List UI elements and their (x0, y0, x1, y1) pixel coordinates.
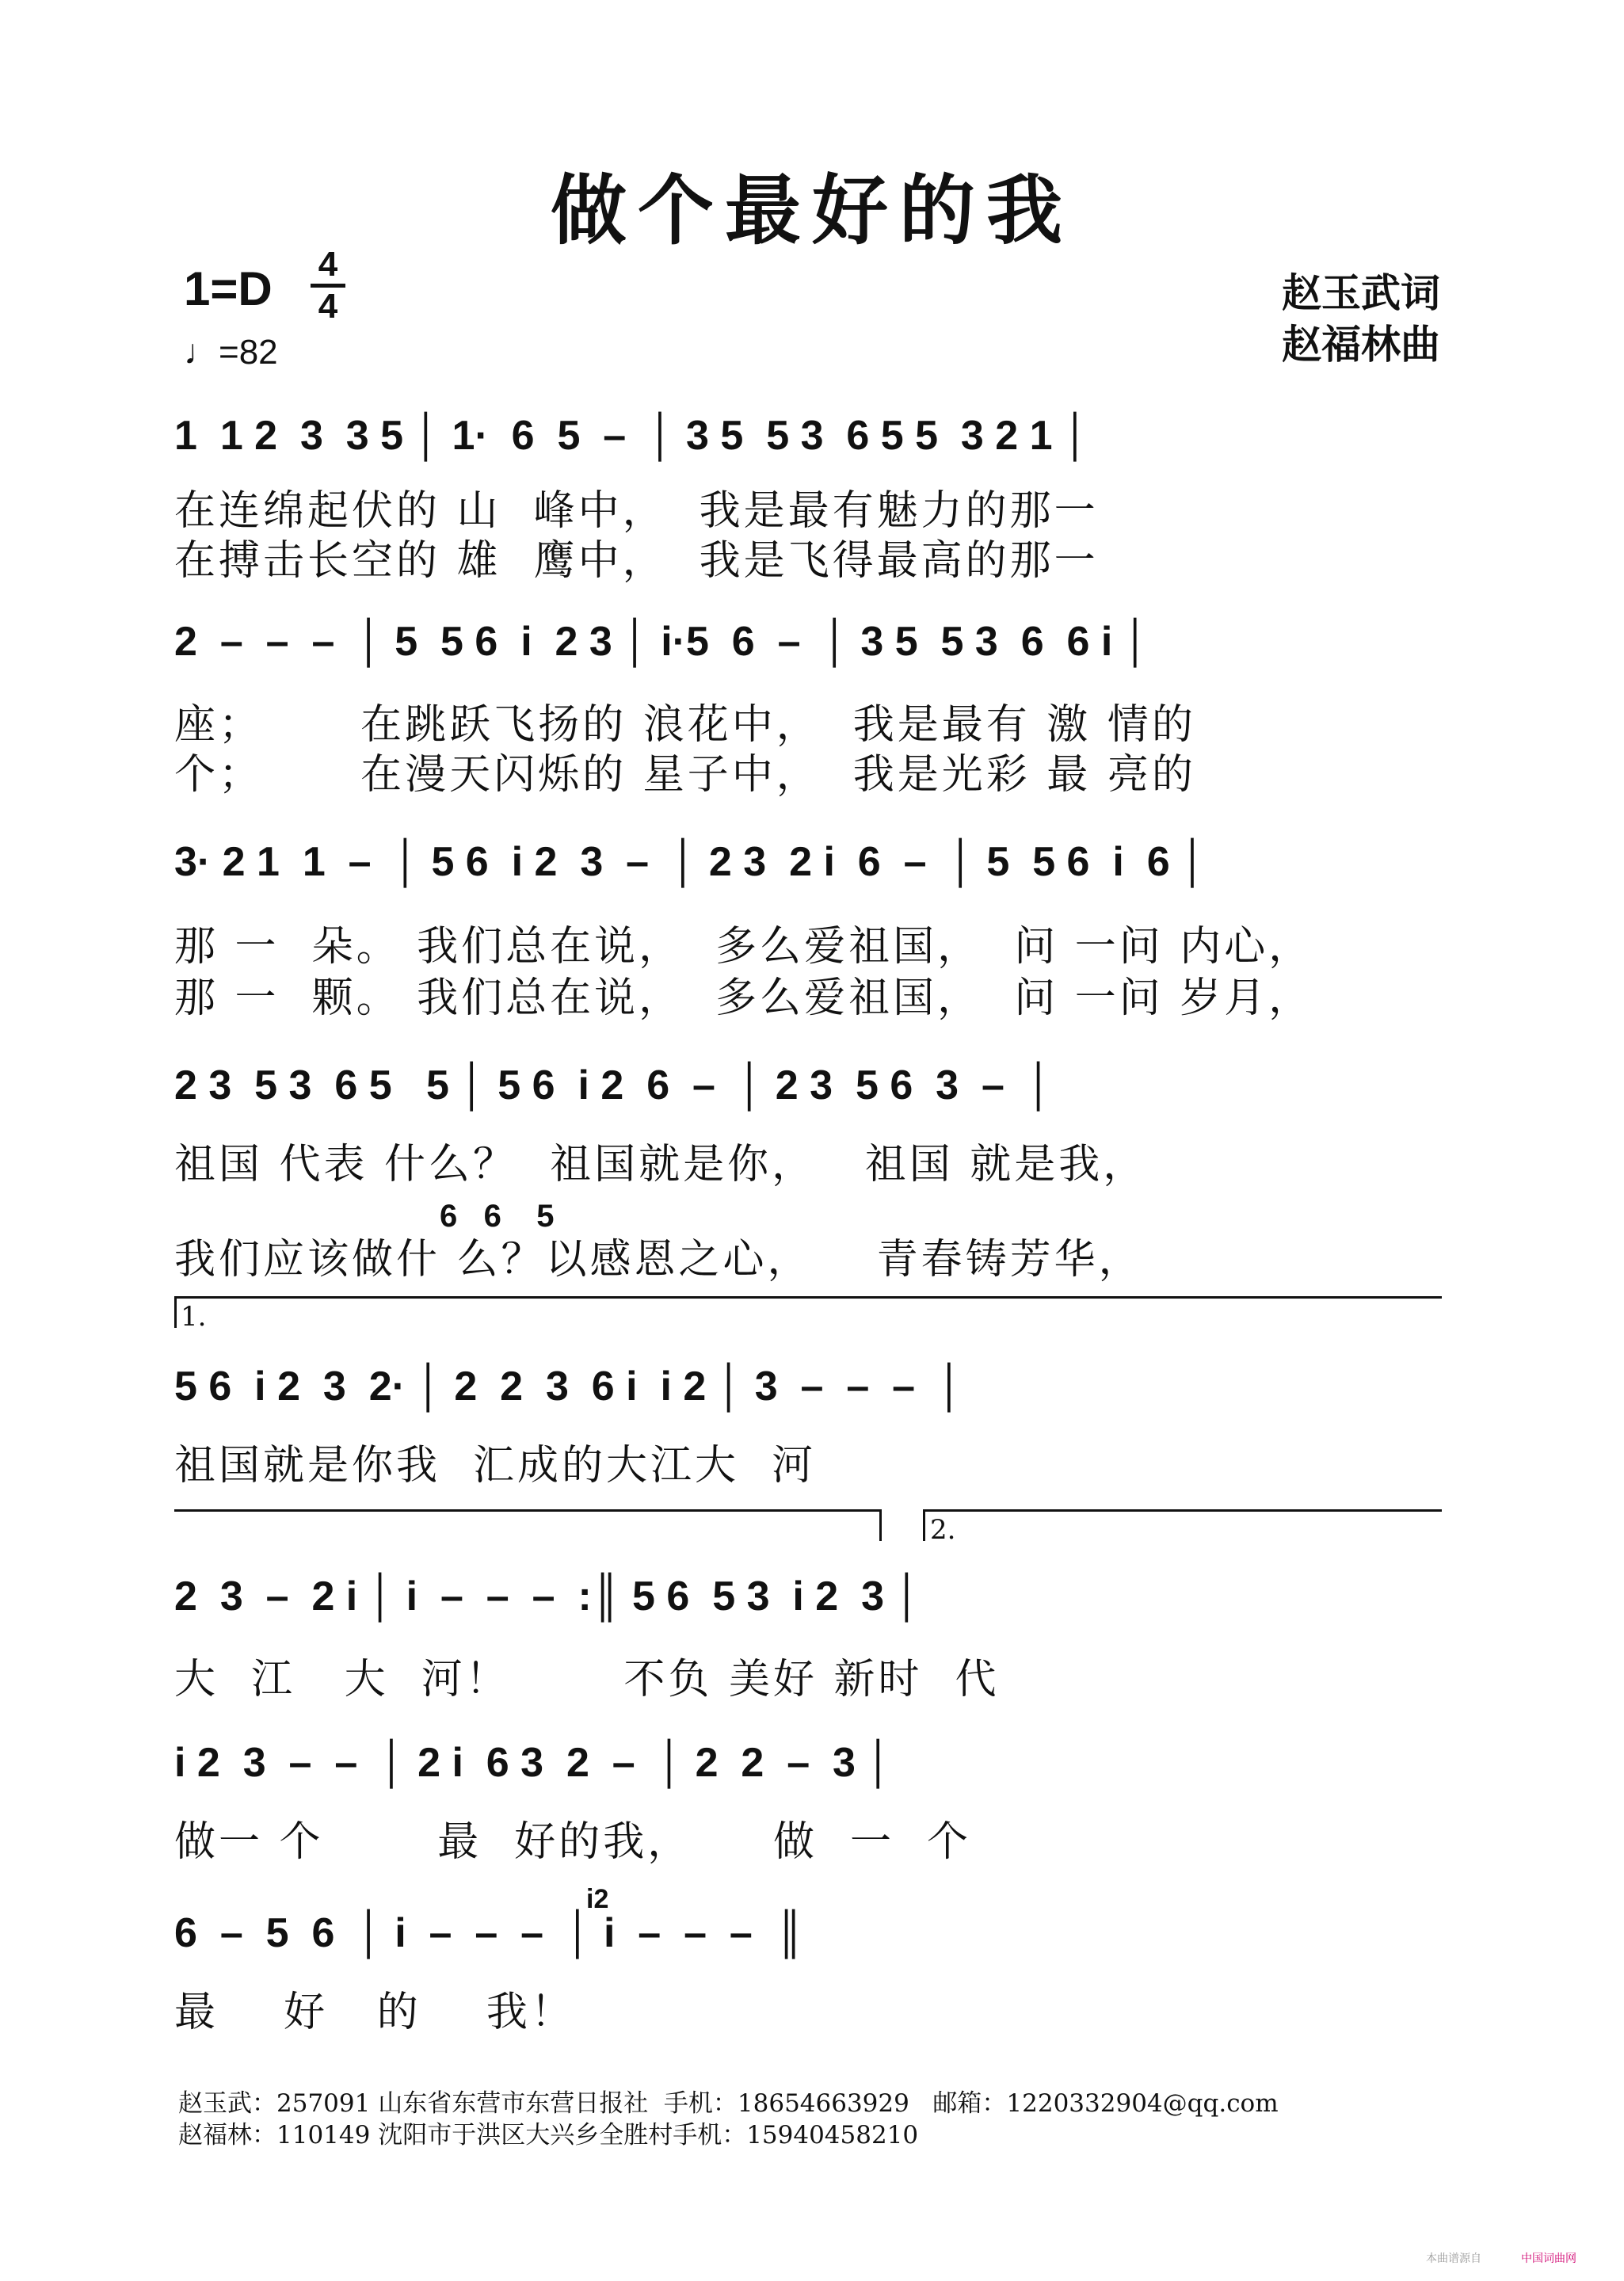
composer-credit: 赵福林曲 (1282, 321, 1440, 368)
lyric-line-1-verse-1: 在连绵起伏的 山 峰中， 我是最有魅力的那一 (174, 487, 1099, 535)
volta-1-label: 1. (181, 1301, 207, 1333)
volta-1-end-tick (879, 1509, 882, 1541)
volta-1-bracket (174, 1296, 1442, 1299)
footer-contact-composer: 赵福林：110149 沈阳市于洪区大兴乡全胜村手机：15940458210 (178, 2121, 919, 2149)
volta-2-label: 2. (930, 1514, 956, 1546)
source-note: 本曲谱源自 (1426, 2252, 1481, 2264)
tempo-marking: ♩=82 (184, 333, 278, 372)
notation-line-3: 3· 2 1 1 – │ 5 6 i 2 3 – │ 2 3 2 i 6 – │ 5 5 6 i 6 │ (174, 839, 1207, 885)
lyric-line-4: 祖国 代表 什么？ 祖国就是你， 祖国 就是我， (174, 1141, 1148, 1188)
page-title: 做个最好的我 (551, 166, 1073, 255)
lyric-line-9: 最 好 的 我！ (174, 1989, 575, 2036)
meter-top: 4 (318, 245, 338, 284)
meter-bottom: 4 (318, 287, 338, 326)
lyric-line-8: 做一 个 最 好的我， 做 一 个 (174, 1818, 972, 1866)
notation-line-8: i 2 3 – – │ 2 i 6 3 2 – │ 2 2 – 3 │ (174, 1740, 893, 1786)
volta-2-bracket (923, 1509, 1442, 1512)
notation-line-1: 1 1 2 3 3 5 │ 1· 6 5 – │ 3 5 5 3 6 5 5 3 2 1 │ (174, 413, 1090, 459)
lyric-line-2-verse-1: 座； 在跳跃飞扬的 浪花中， 我是最有 激 情的 (174, 701, 1196, 749)
lyric-line-2-verse-2: 个； 在漫天闪烁的 星子中， 我是光彩 最 亮的 (174, 751, 1196, 799)
notation-line-4: 2 3 5 3 6 5 5 │ 5 6 i 2 6 – │ 2 3 5 6 3 – │ (174, 1062, 1054, 1108)
alternate-notes: 6 6 5 (440, 1199, 555, 1234)
lyric-line-5: 我们应该做什 么？以感恩之心， 青春铸芳华， (174, 1236, 1143, 1284)
lyric-line-7: 大 江 大 河！ 不负 美好 新时 代 (174, 1656, 1000, 1703)
volta-1-end-bracket (174, 1509, 879, 1512)
notation-line-7: 2 3 – 2 i │ i – – – :║ 5 6 5 3 i 2 3 │ (174, 1573, 921, 1619)
volta-1-left-tick (174, 1296, 177, 1328)
notation-line-9: 6 – 5 6 │ i – – – │ i – – – ║ (174, 1910, 805, 1956)
volta-2-left-tick (923, 1509, 925, 1541)
lyric-line-1-verse-2: 在搏击长空的 雄 鹰中， 我是飞得最高的那一 (174, 537, 1099, 585)
source-site-logo: 中国词曲网 (1521, 2252, 1576, 2264)
lyric-line-3-verse-2: 那 一 颗。 我们总在说， 多么爱祖国， 问 一问 岁月， (174, 975, 1313, 1022)
time-signature (311, 247, 345, 324)
notation-line-6: 5 6 i 2 3 2· │ 2 2 3 6 i i 2 │ 3 – – – │ (174, 1364, 964, 1409)
grace-notes: i2 (586, 1884, 609, 1914)
notation-line-2: 2 – – – │ 5 5 6 i 2 3 │ i·5 6 – │ 3 5 5 3 6 6 i │ (174, 619, 1150, 665)
lyricist-credit: 赵玉武词 (1282, 269, 1440, 316)
footer-contact-lyricist: 赵玉武：257091 山东省东营市东营日报社 手机：18654663929 邮箱：1220332904@qq.com (178, 2089, 1279, 2118)
key-signature: 1=D (184, 262, 273, 315)
lyric-line-6: 祖国就是你我 汇成的大江大 河 (174, 1442, 817, 1490)
lyric-line-3-verse-1: 那 一 朵。 我们总在说， 多么爱祖国， 问 一问 内心， (174, 923, 1313, 971)
